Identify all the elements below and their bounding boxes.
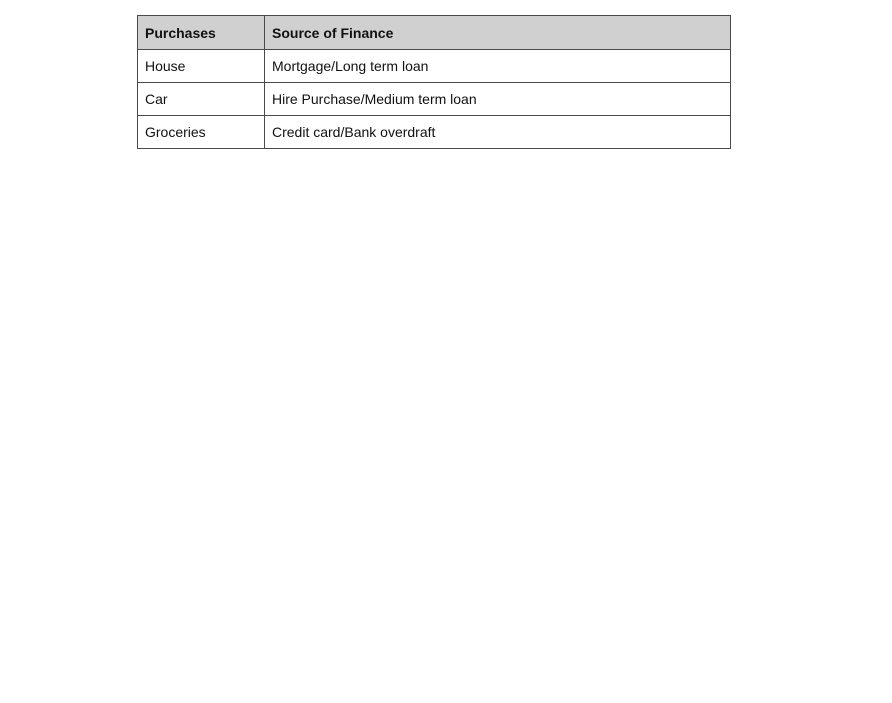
table-row	[138, 50, 731, 83]
table-cell-purchase: Car	[138, 83, 265, 116]
column-header-source-of-finance: Source of Finance	[265, 16, 731, 50]
column-header-purchases: Purchases	[138, 16, 265, 50]
table-row	[138, 116, 731, 149]
table-row	[138, 83, 731, 116]
table-cell-finance-source: Credit card/Bank overdraft	[265, 116, 731, 149]
finance-table-container	[137, 15, 730, 149]
table-cell-purchase: House	[138, 50, 265, 83]
table-cell-purchase: Groceries	[138, 116, 265, 149]
table-header-row	[138, 16, 731, 50]
table-cell-finance-source: Hire Purchase/Medium term loan	[265, 83, 731, 116]
finance-table	[137, 15, 731, 149]
table-cell-finance-source: Mortgage/Long term loan	[265, 50, 731, 83]
